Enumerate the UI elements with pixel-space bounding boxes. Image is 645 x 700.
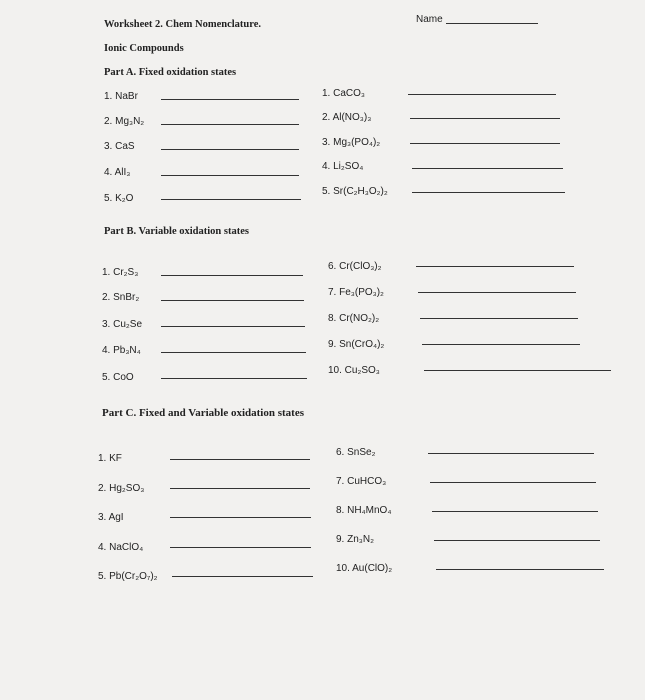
part-b-left-item: 5. CoO xyxy=(102,372,134,383)
part-c-left-item: 4. NaClO₄ xyxy=(98,542,144,553)
answer-line xyxy=(418,292,576,293)
answer-line xyxy=(424,370,611,371)
part-c-left-item: 1. KF xyxy=(98,453,122,464)
answer-line xyxy=(161,378,307,379)
worksheet-title: Worksheet 2. Chem Nomenclature. xyxy=(104,19,261,30)
part-c-right-item: 8. NH₄MnO₄ xyxy=(336,505,392,516)
part-a-right-item: 3. Mg₃(PO₄)₂ xyxy=(322,137,381,148)
part-b-right-item: 7. Fe₃(PO₃)₂ xyxy=(328,287,384,298)
answer-line xyxy=(412,192,565,193)
answer-line xyxy=(161,300,304,301)
part-c-right-item: 7. CuHCO₃ xyxy=(336,476,387,487)
answer-line xyxy=(422,344,580,345)
part-a-title: Part A. Fixed oxidation states xyxy=(104,67,237,78)
part-a-left-item: 5. K₂O xyxy=(104,193,134,204)
answer-line xyxy=(430,482,596,483)
part-b-title: Part B. Variable oxidation states xyxy=(104,226,249,237)
answer-line xyxy=(161,326,305,327)
name-label: Name xyxy=(416,14,443,25)
part-c-right-item: 9. Zn₃N₂ xyxy=(336,534,374,545)
part-b-right-item: 6. Cr(ClO₃)₂ xyxy=(328,261,382,272)
part-c-right-item: 10. Au(ClO)₂ xyxy=(336,563,393,574)
answer-line xyxy=(161,199,301,200)
answer-line xyxy=(170,517,311,518)
part-b-right-item: 9. Sn(CrO₄)₂ xyxy=(328,339,385,350)
answer-line xyxy=(436,569,604,570)
answer-line xyxy=(161,124,299,125)
answer-line xyxy=(432,511,598,512)
answer-line xyxy=(170,547,311,548)
part-c-right-item: 6. SnSe₂ xyxy=(336,447,376,458)
answer-line xyxy=(161,175,299,176)
part-b-left-item: 4. Pb₃N₄ xyxy=(102,345,141,356)
part-b-right-item: 8. Cr(NO₂)₂ xyxy=(328,313,380,324)
part-a-left-item: 4. AlI₃ xyxy=(104,167,131,178)
answer-line xyxy=(161,149,299,150)
part-b-right-item: 10. Cu₂SO₃ xyxy=(328,365,380,376)
answer-line xyxy=(434,540,600,541)
section-title: Ionic Compounds xyxy=(104,43,184,54)
answer-line xyxy=(408,94,556,95)
part-a-left-item: 3. CaS xyxy=(104,141,135,152)
answer-line xyxy=(420,318,578,319)
answer-line xyxy=(416,266,574,267)
answer-line xyxy=(172,576,313,577)
part-c-left-item: 3. AgI xyxy=(98,512,124,523)
answer-line xyxy=(161,275,303,276)
answer-line xyxy=(161,99,299,100)
part-c-title: Part C. Fixed and Variable oxidation states xyxy=(102,407,304,419)
answer-line xyxy=(412,168,563,169)
part-a-left-item: 1. NaBr xyxy=(104,91,138,102)
part-b-left-item: 1. Cr₂S₃ xyxy=(102,267,139,278)
answer-line xyxy=(170,459,310,460)
part-c-left-item: 5. Pb(Cr₂O₇)₂ xyxy=(98,571,158,582)
answer-line xyxy=(170,488,310,489)
part-a-right-item: 5. Sr(C₂H₃O₂)₂ xyxy=(322,186,388,197)
answer-line xyxy=(428,453,594,454)
part-b-left-item: 2. SnBr₂ xyxy=(102,292,140,303)
part-c-left-item: 2. Hg₂SO₃ xyxy=(98,483,145,494)
part-a-right-item: 4. Li₂SO₄ xyxy=(322,161,364,172)
part-a-left-item: 2. Mg₃N₂ xyxy=(104,116,145,127)
part-b-left-item: 3. Cu₂Se xyxy=(102,319,143,330)
answer-line xyxy=(410,118,560,119)
part-a-right-item: 2. Al(NO₃)₃ xyxy=(322,112,372,123)
answer-line xyxy=(161,352,306,353)
answer-line xyxy=(410,143,560,144)
part-a-right-item: 1. CaCO₃ xyxy=(322,88,365,99)
name-answer-line xyxy=(446,23,538,24)
